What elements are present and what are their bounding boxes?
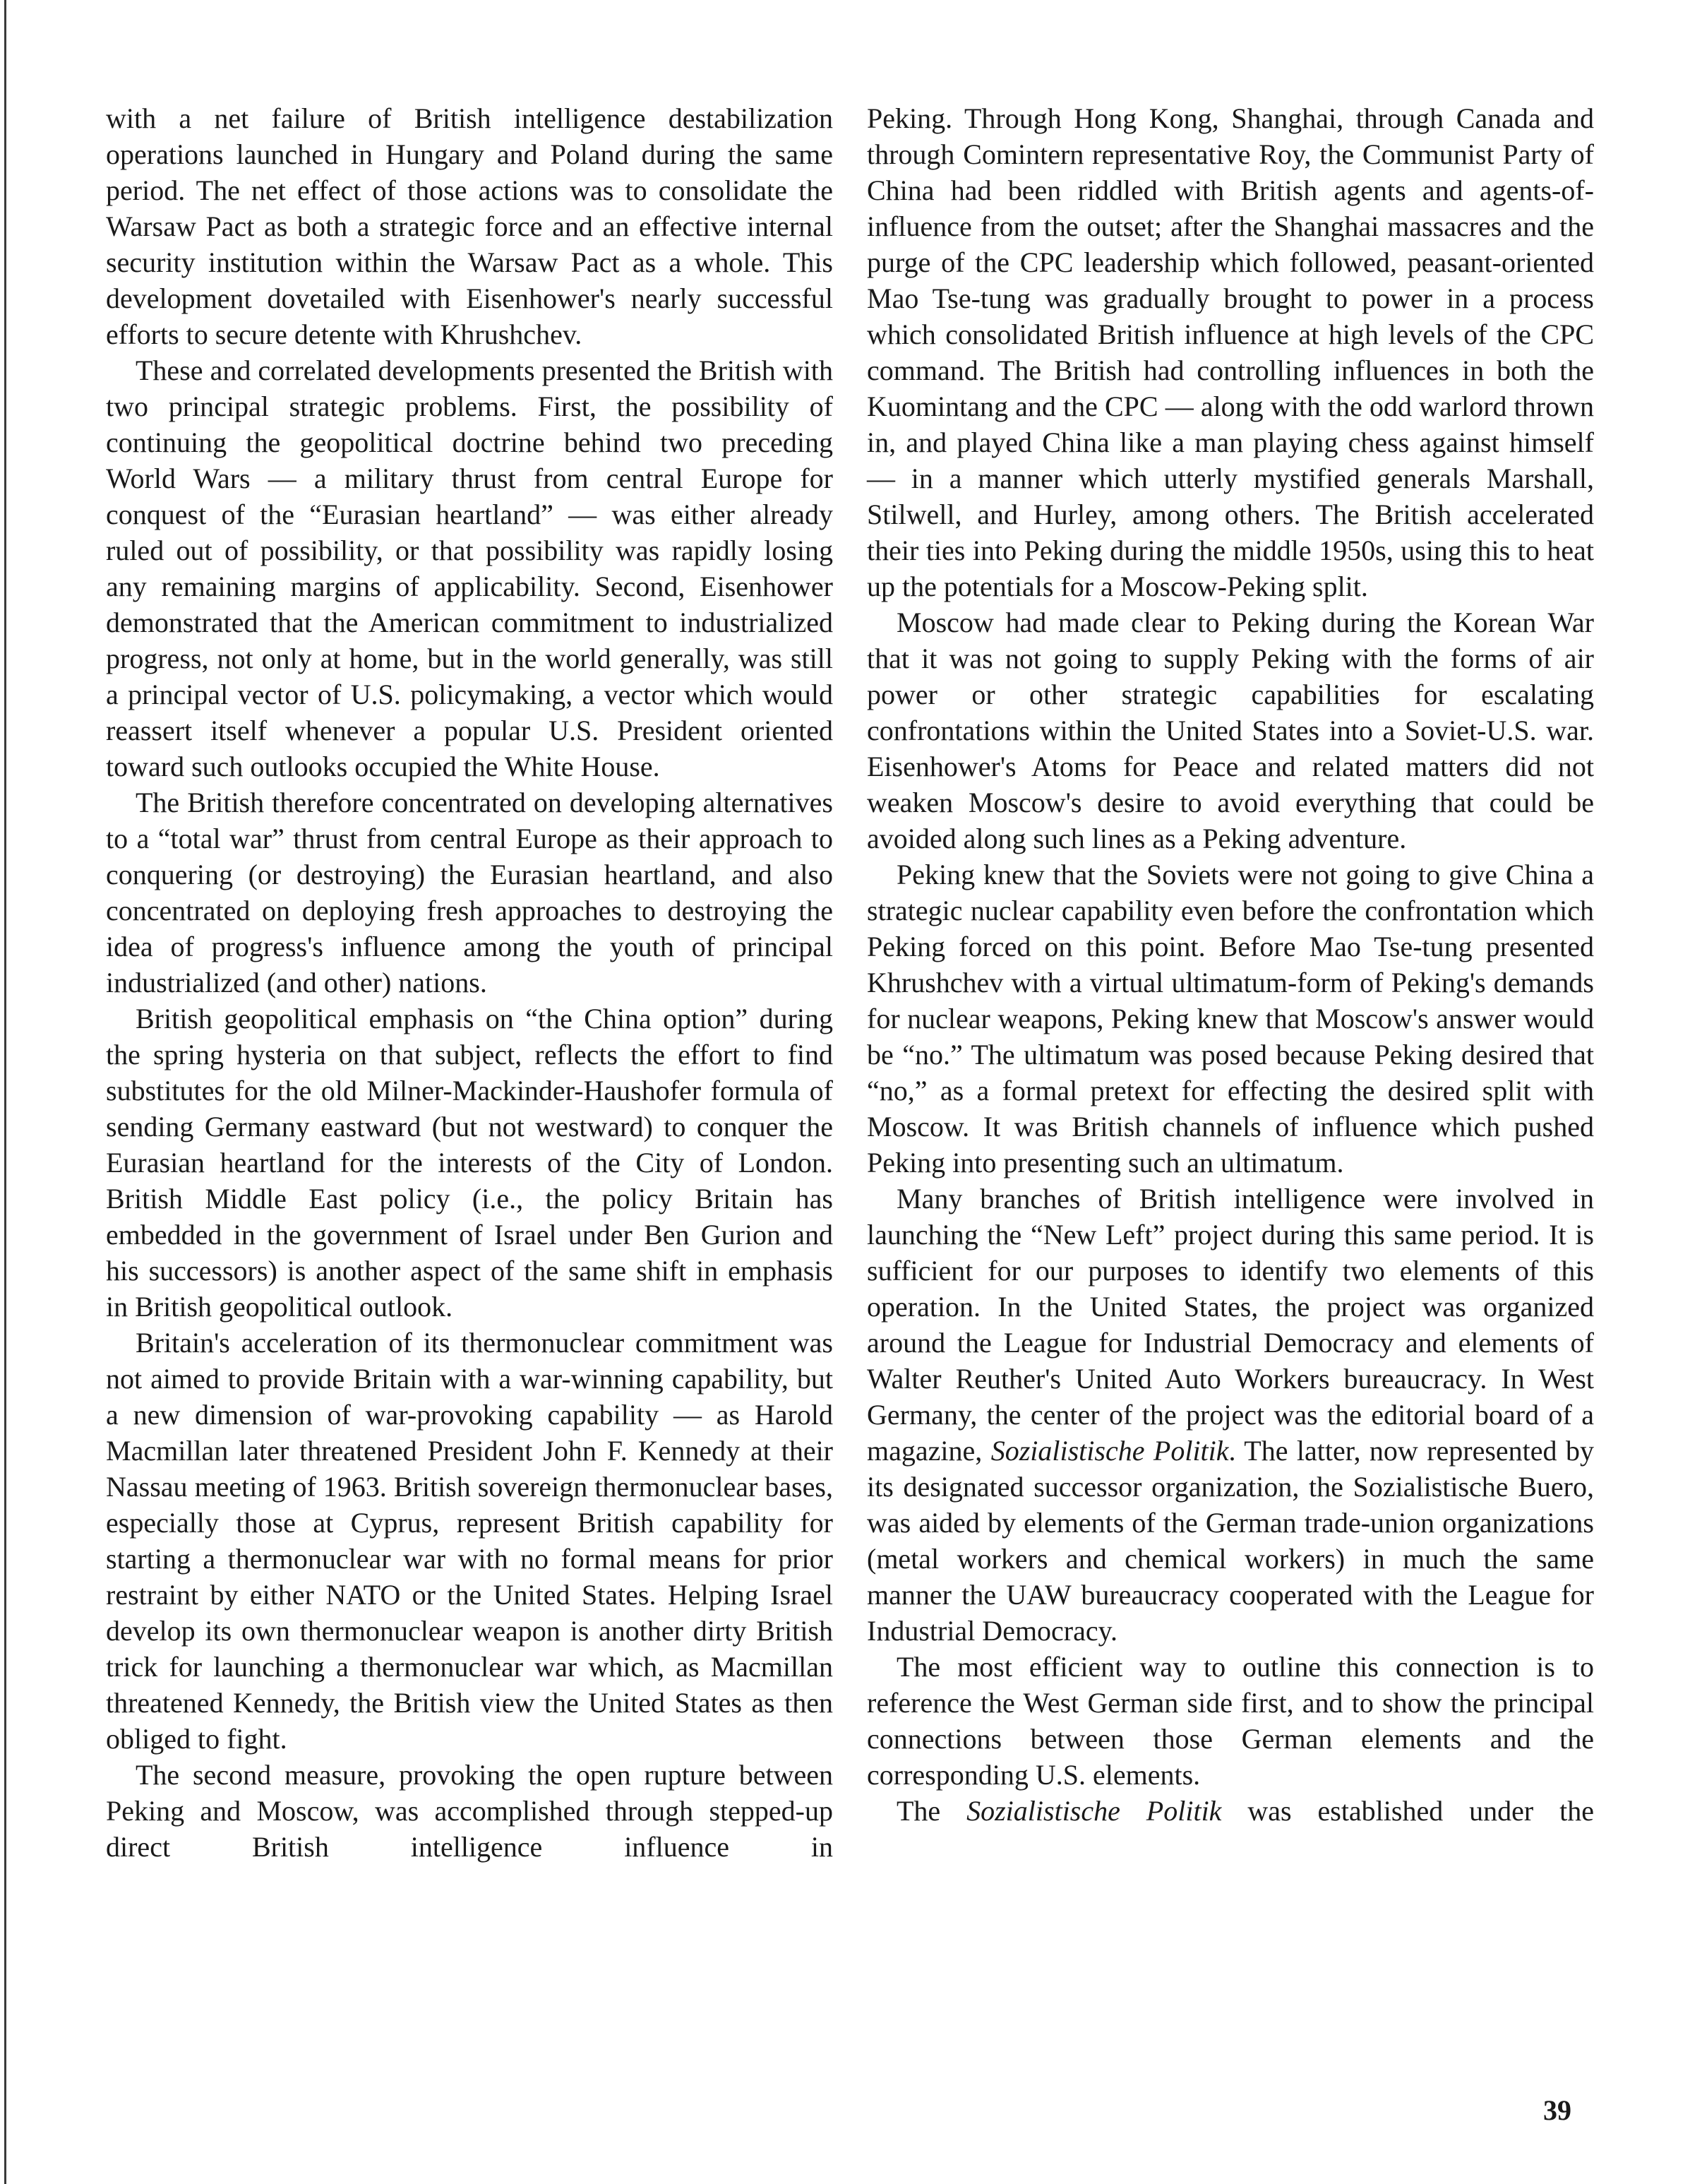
left-column xyxy=(106,100,833,1865)
paragraph xyxy=(867,1181,1594,1649)
paragraph: These and correlated developments presented the British with two principal strategic problems. First, the possibility of continuing the geopolitical doctrine behind two preceding World Wars — a military thrust from central Europe for conquest of the “Eurasian heartland” — was either already ruled out of possibility, or that possibility was rapidly losing any remaining margins of applicability. Second, Eisenhower demonstrated that the American commitment to industrialized progress, not only at home, but in the world generally, was still a principal vector of U.S. policymaking, a vector which would reassert itself whenever a popular U.S. President oriented toward such outlooks occupied the White House. xyxy=(106,354,833,782)
paragraph: The British therefore concentrated on developing alternatives to a “total war” thrust from central Europe as their approach to conquering (or destroying) the Eurasian heartland, and also concentrated on deploying fresh approaches to destroying the idea of progress's influence among the youth of principal industrialized (and other) nations. xyxy=(106,787,833,998)
paragraph-text: . The latter, now represented by its designated successor organization, the Sozialistische Buero, was aided by elements of the German trade-union organizations (metal workers and chemical workers) in much the same manner the UAW bureaucracy cooperated with the League for Industrial Democracy. xyxy=(867,1435,1594,1647)
page-number: 39 xyxy=(1543,2094,1571,2126)
right-column xyxy=(867,100,1594,1829)
paragraph: The second measure, provoking the open rupture between Peking and Moscow, was accomplished through stepped-up direct British intelligence influence in xyxy=(106,1759,833,1863)
magazine-title: Sozialistische Politik xyxy=(966,1795,1222,1827)
paragraph: The most efficient way to outline this connection is to reference the West German side first, and to show the principal connections between those German elements and the corresponding U.S. elements. xyxy=(867,1651,1594,1791)
paragraph: with a net failure of British intelligence destabilization operations launched in Hungary and Poland during the same period. The net effect of those actions was to consolidate the Warsaw Pact as both a strategic force and an effective internal security institution within the Warsaw Pact as a whole. This development dovetailed with Eisenhower's nearly successful efforts to secure detente with Khrushchev. xyxy=(106,102,833,350)
paragraph-text: Many branches of British intelligence were involved in launching the “New Left” project during this same period. It is sufficient for our purposes to identify two elements of this operation. In the United States, the project was organized around the League for Industrial Democracy and elements of Walter Reuther's United Auto Workers bureaucracy. In West Germany, the center of the project was the editorial board of a magazine, xyxy=(867,1183,1594,1467)
paragraph-text: was established under the xyxy=(1221,1795,1595,1827)
paragraph: Britain's acceleration of its thermonuclear commitment was not aimed to provide Britain with a war-winning capability, but a new dimension of war-provoking capability — as Harold Macmillan later threatened President John F. Kennedy at their Nassau meeting of 1963. British sovereign thermonuclear bases, especially those at Cyprus, represent British capability for starting a thermonuclear war with no formal means for prior restraint by either NATO or the United States. Helping Israel develop its own thermonuclear weapon is another dirty British trick for launching a thermonuclear war which, as Macmillan threatened Kennedy, the British view the United States as then obliged to fight. xyxy=(106,1327,833,1755)
paragraph-text: The xyxy=(897,1795,967,1827)
paragraph: Peking. Through Hong Kong, Shanghai, through Canada and through Comintern representative Roy, the Communist Party of China had been riddled with British agents and agents-of-influence from the outset; after the Shanghai massacres and the purge of the CPC leadership which followed, peasant-oriented Mao Tse-tung was gradually brought to power in a process which consolidated British influence at high levels of the CPC command. The British had controlling influences in both the Kuomintang and the CPC — along with the odd warlord thrown in, and played China like a man playing chess against himself — in a manner which utterly mystified generals Marshall, Stilwell, and Hurley, among others. The British accelerated their ties into Peking during the middle 1950s, using this to heat up the potentials for a Moscow-Peking split. xyxy=(867,102,1594,602)
paragraph: Moscow had made clear to Peking during the Korean War that it was not going to supply Peking with the forms of air power or other strategic capabilities for escalating confrontations within the United States into a Soviet-U.S. war. Eisenhower's Atoms for Peace and related matters did not weaken Moscow's desire to avoid everything that could be avoided along such lines as a Peking adventure. xyxy=(867,607,1594,854)
paragraph: Peking knew that the Soviets were not going to give China a strategic nuclear capability even before the confrontation which Peking forced on this point. Before Mao Tse-tung presented Khrushchev with a virtual ultimatum-form of Peking's demands for nuclear weapons, Peking knew that Moscow's answer would be “no.” The ultimatum was posed because Peking desired that “no,” as a formal pretext for effecting the desired split with Moscow. It was British channels of influence which pushed Peking into presenting such an ultimatum. xyxy=(867,859,1594,1178)
magazine-title: Sozialistische Politik xyxy=(990,1435,1229,1467)
paragraph: British geopolitical emphasis on “the China option” during the spring hysteria on that subject, reflects the effort to find substitutes for the old Milner-Mackinder-Haushofer formula of sending Germany eastward (but not westward) to conquer the Eurasian heartland for the interests of the City of London. British Middle East policy (i.e., the policy Britain has embedded in the government of Israel under Ben Gurion and his successors) is another aspect of the same shift in emphasis in British geopolitical outlook. xyxy=(106,1003,833,1323)
scan-edge-line xyxy=(4,0,6,2184)
paragraph xyxy=(867,1793,1594,1829)
